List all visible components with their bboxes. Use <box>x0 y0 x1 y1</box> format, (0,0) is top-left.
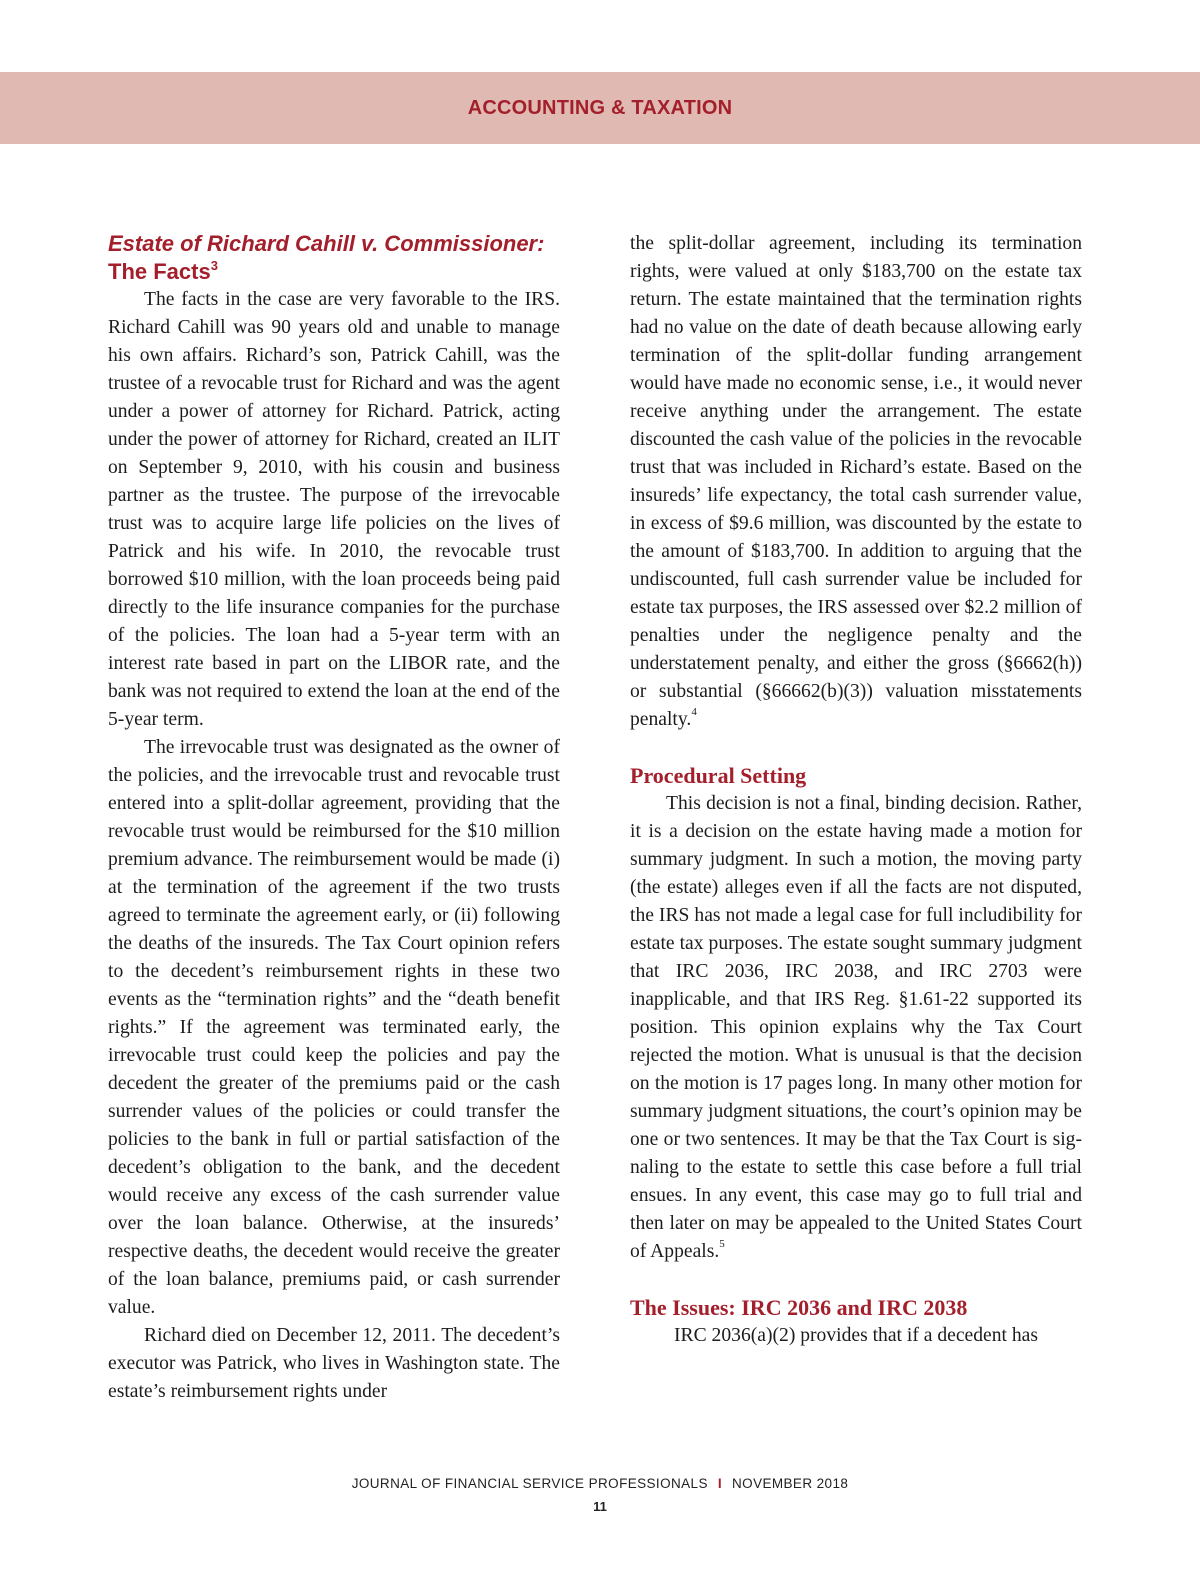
page-number: 11 <box>593 1499 607 1514</box>
section-gap <box>630 734 1082 762</box>
page-footer <box>0 1476 1200 1514</box>
facts-continuation <box>630 230 1082 734</box>
facts-paragraph-3: Richard died on December 12, 2011. The decedent’s executor was Patrick, who lives in Washington state. The estate’s reimbursement rights under <box>108 1325 560 1402</box>
right-column <box>630 230 1082 1350</box>
procedural-paragraph <box>630 790 1082 1266</box>
facts-continuation-text: the split-dollar agreement, including its termination rights, were valued at only $183,700 on the estate tax return. The estate maintained that the termination rights had no value on the date of death because allowing early termination of the split-dollar funding arrangement would have made no economic sense, i.e., it would never receive anything under the arrangement. The estate discounted the cash value of the policies in the revocable trust that was included in Richard’s estate. Based on the insureds’ life expectancy, the total cash surrender value, in excess of $9.6 million, was discounted by the estate to the amount of $183,700. In addition to arguing that the undiscounted, full cash surrender value be included for estate tax purposes, the IRS assessed over $2.2 million of penalties under the negligence penalty and the understatement penalty, and either the gross (§6662(h)) or substantial (§66662(b)(3)) valuation misstatements penalty. <box>630 233 1082 730</box>
facts-subtitle: The Facts <box>108 259 211 284</box>
section-gap <box>630 1266 1082 1294</box>
issues-paragraph: IRC 2036(a)(2) provides that if a decedent has <box>674 1325 1038 1346</box>
section-label: ACCOUNTING & TAXATION <box>467 96 733 119</box>
procedural-heading: Procedural Setting <box>630 763 807 788</box>
issues-heading: The Issues: IRC 2036 and IRC 2038 <box>630 1295 968 1320</box>
footnote-ref-5: 5 <box>719 1238 725 1251</box>
footnote-ref-3: 3 <box>210 257 218 273</box>
facts-paragraph-2: The irrevocable trust was designated as the owner of the policies, and the irrevocable trust and revocable trust entered into a split-dollar agreement, providing that the revocable trust would be reimbursed for the $10 million premium advance. The reimbursement would be made (i) at the termination of the agreement if the two trusts agreed to terminate the agreement early, or (ii) following the deaths of the insureds. The Tax Court opinion refers to the decedent’s reimbursement rights in these two events as the “termination rights” and the “death benefit rights.” If the agreement was terminated early, the irrevocable trust could keep the policies and pay the decedent the greater of the premiums paid or the cash surrender values of the policies or could transfer the policies to the bank in full or partial satisfaction of the decedent’s obligation to the bank, and the decedent would receive any excess of the cash surrender value over the loan balance. Otherwise, at the insureds’ respective deaths, the decedent would receive the greater of the loan balance, premiums paid, or cash surrender value. <box>108 737 560 1318</box>
journal-name: JOURNAL OF FINANCIAL SERVICE PROFESSIONALS <box>351 1476 708 1491</box>
section-banner <box>0 72 1200 144</box>
footer-separator: I <box>717 1476 723 1491</box>
facts-heading <box>108 230 560 286</box>
issue-date: NOVEMBER 2018 <box>732 1476 849 1491</box>
facts-paragraph-1: The facts in the case are very favorable to the IRS. Richard Cahill was 90 years old and unable to manage his own affairs. Richard’s son, Patrick Cahill, was the trustee of a revocable trust for Richard and was the agent under a power of attorney for Richard. Patrick, acting under the power of attorney for Richard, created an ILIT on September 9, 2010, with his cousin and business partner as the trustee. The purpose of the irrevocable trust was to acquire large life policies on the lives of Patrick and his wife. In 2010, the revocable trust borrowed $10 million, with the loan proceeds being paid directly to the life insurance companies for the purchase of the policies. The loan had a 5-year term with an interest rate based in part on the LIBOR rate, and the bank was not required to extend the loan at the end of the 5-year term. <box>108 289 560 730</box>
footnote-ref-4: 4 <box>691 706 697 719</box>
left-column <box>108 230 560 1406</box>
procedural-text: This decision is not a final, binding decision. Rather, it is a decision on the estate having made a motion for summary judgment. In such a motion, the moving party (the estate) alleges even if all the facts are not disputed, the IRS has not made a legal case for full includibility for estate tax purposes. The estate sought summary judgment that IRC 2036, IRC 2038, and IRC 2703 were inapplicable, and that IRS Reg. §1.61-22 supported its position. This opinion explains why the Tax Court rejected the motion. What is unusual is that the decision on the motion is 17 pages long. In many other motion for summary judgment situations, the court’s opinion may be one or two sentences. It may be that the Tax Court is signaling to the estate to settle this case before a full trial ensues. In any event, this case may go to full trial and then later on may be appealed to the United States Court of Appeals. <box>630 793 1082 1262</box>
case-title: Estate of Richard Cahill v. Commissioner: <box>108 231 545 256</box>
footer-line <box>0 1476 1200 1491</box>
